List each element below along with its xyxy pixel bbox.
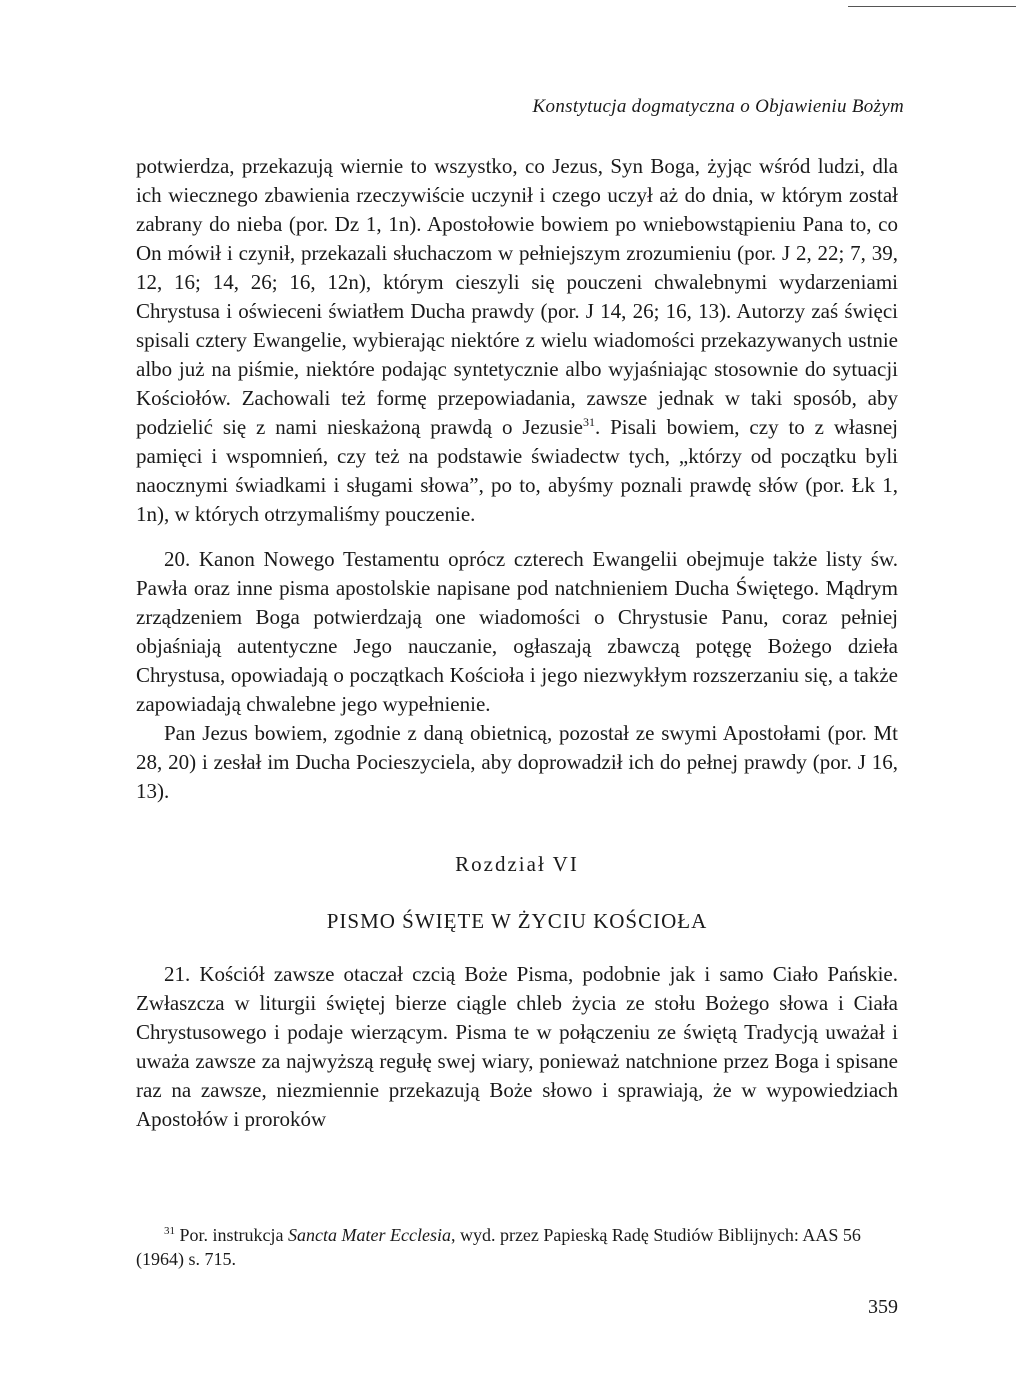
- page-number: 359: [868, 1296, 898, 1318]
- paragraph-19-continuation: [136, 152, 898, 529]
- paragraph-text: . Pisali bowiem, czy to z własnej pamięci i wspomnień, czy też na podstawie świadectw tych, „którzy od początku byli naocznymi świadkami i sługami słowa”, po to, abyśmy poznali prawdę słów (por. Łk 1, 1n), w których otrzymaliśmy pouczenie.: [136, 415, 898, 526]
- page-content: [136, 152, 898, 1134]
- footnote-title: Sancta Mater Ecclesia: [288, 1225, 451, 1245]
- paragraph-text: potwierdza, przekazują wiernie to wszystko, co Jezus, Syn Boga, żyjąc wśród ludzi, dla ich wiecznego zbawienia rzeczywiście uczynił i czego uczył aż do dnia, w którym został zabrany do nieba (por. Dz 1, 1n). Apostołowie bowiem po wniebowstąpieniu Pana to, co On mówił i czynił, przekazali słuchaczom w pełniejszym zrozumieniu (por. J 2, 22; 7, 39, 12, 16; 14, 26; 16, 12n), którym cieszyli się pouczeni chwalebnymi wydarzeniami Chrystusa i oświeceni światłem Ducha prawdy (por. J 14, 26; 16, 13). Autorzy zaś święci spisali cztery Ewangelie, wybierając niektóre z wielu wiadomości przekazywanych ustnie albo już na piśmie, niektóre podając syntetycznie albo wyjaśniając stosownie do sytuacji Kościołów. Zachowali też formę przepowiadania, zawsze jednak w taki sposób, aby podzielić się z nami nieskażoną prawdą o Jezusie: [136, 154, 898, 439]
- footnote-number: 31: [164, 1225, 175, 1237]
- paragraph-20: 20. Kanon Nowego Testamentu oprócz czterech Ewangelii obejmuje także listy św. Pawła oraz inne pisma apostolskie napisane pod natchnieniem Ducha Świętego. Mądrym zrządzeniem Boga potwierdzają one wiadomości o Chrystusie Panu, coraz pełniej objaśniają autentyczne Jego nauczanie, ogłaszają zbawczą potęgę Bożego dzieła Chrystusa, opowiadają o początkach Kościoła i jego niezwykłym rozszerzaniu się, a także zapowiadają chwalebne jego wypełnienie.: [136, 547, 898, 716]
- footnote-prefix: Por. instrukcja: [175, 1225, 288, 1245]
- chapter-label: Rozdział VI: [455, 852, 579, 876]
- paragraph-20-continuation: Pan Jezus bowiem, zgodnie z daną obietnicą, pozostał ze swymi Apostołami (por. Mt 28, 20) i zesłał im Ducha Pocieszyciela, aby doprowadził ich do pełnej prawdy (por. J 16, 13).: [136, 721, 898, 803]
- footnote-reference[interactable]: 31: [582, 415, 595, 429]
- footnote: [136, 1223, 898, 1271]
- running-head: Konstytucja dogmatyczna o Objawieniu Bożym: [532, 96, 904, 117]
- footnote-suffix: , wyd. przez Papieską Radę Studiów Biblijnych: AAS 56 (1964) s. 715.: [136, 1225, 861, 1269]
- chapter-title: PISMO ŚWIĘTE W ŻYCIU KOŚCIOŁA: [326, 909, 708, 933]
- top-rule: [848, 6, 1016, 7]
- paragraph-21: 21. Kościół zawsze otaczał czcią Boże Pisma, podobnie jak i samo Ciało Pańskie. Zwłaszcza w liturgii świętej bierze ciągle chleb życia ze stołu Bożego słowa i Ciała Chrystusowego i podaje wierzącym. Pisma te w połączeniu ze świętą Tradycją uważał i uważa zawsze za najwyższą regułę swej wiary, ponieważ natchnione przez Boga i spisane raz na zawsze, niezmiennie przekazują Boże słowo i sprawiają, że w wypowiedziach Apostołów i proroków: [136, 962, 898, 1131]
